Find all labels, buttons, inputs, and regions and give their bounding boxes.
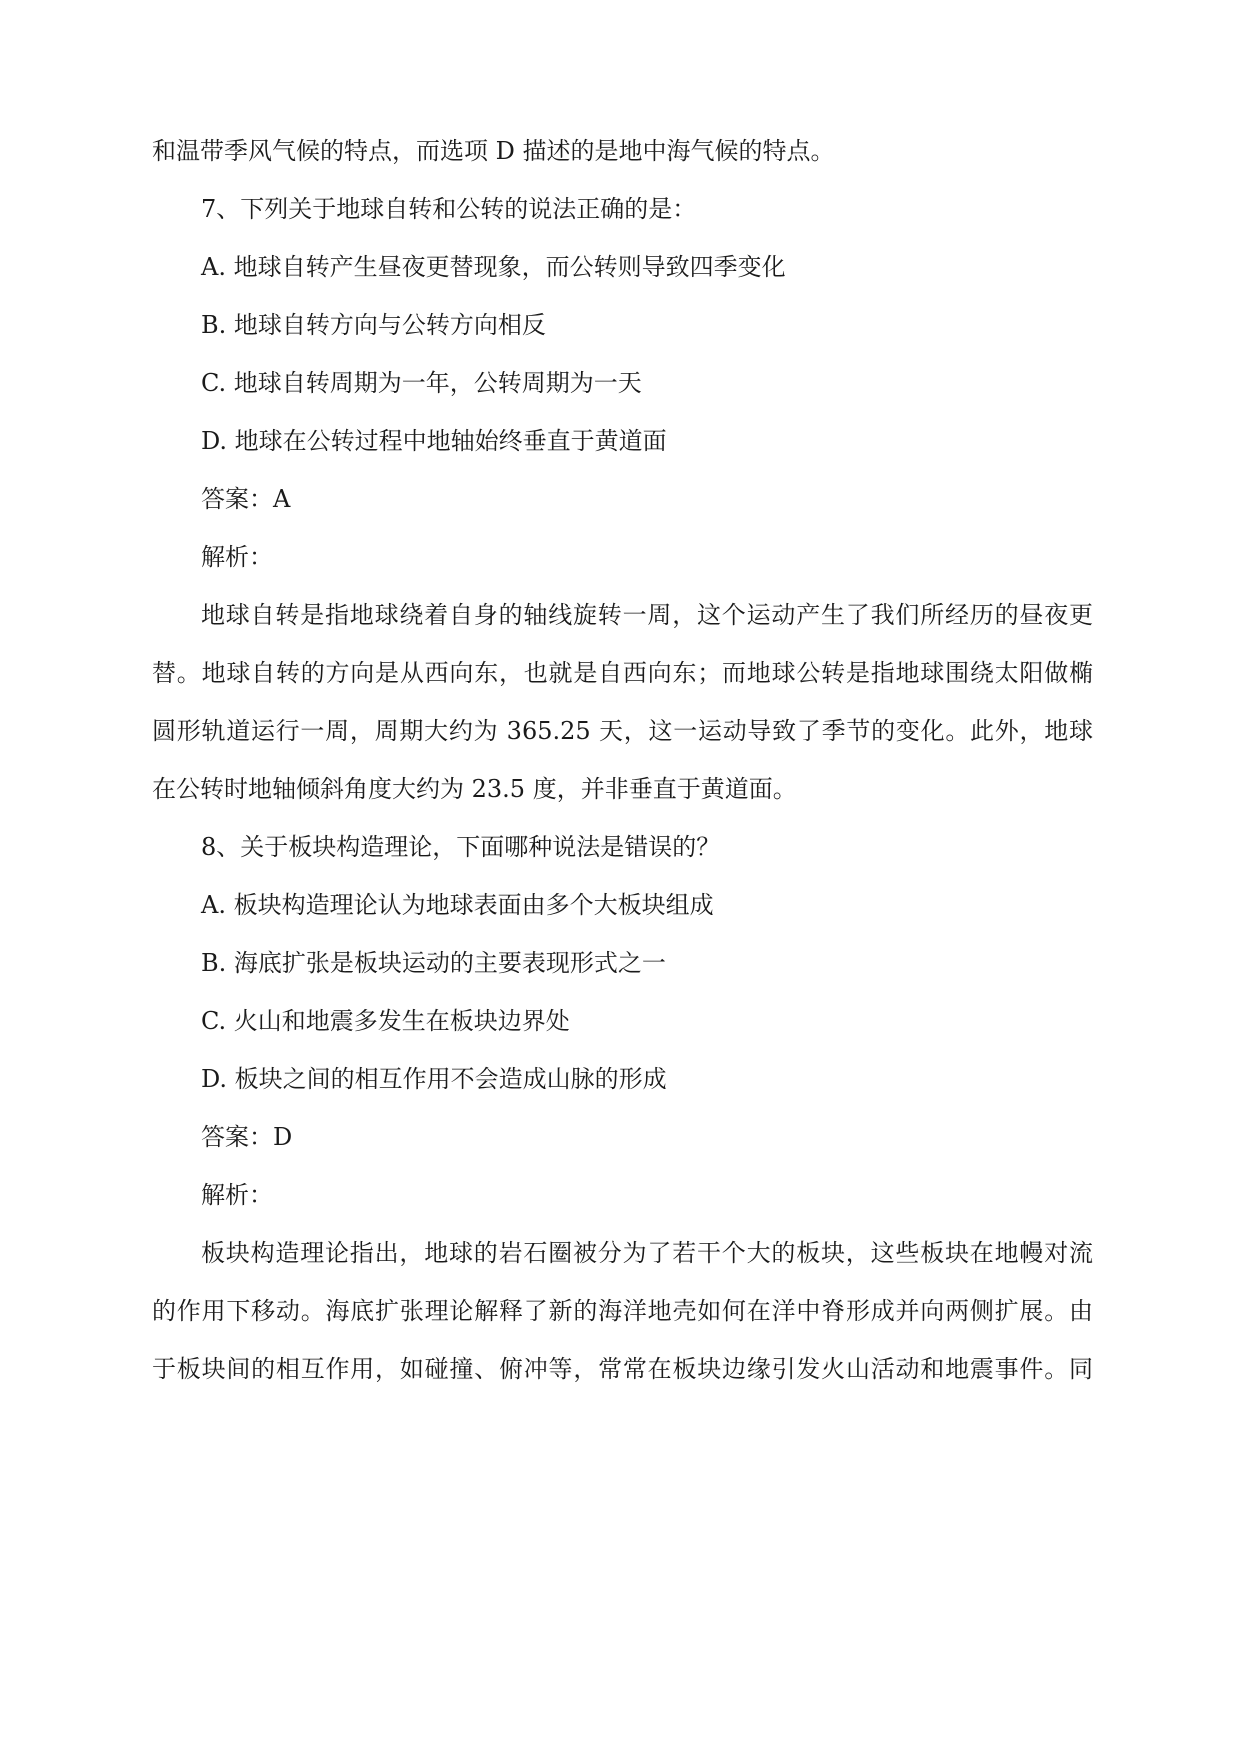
question-7-analysis-line: 在公转时地轴倾斜角度大约为 23.5 度，并非垂直于黄道面。 bbox=[152, 775, 797, 803]
question-8-option-a: A. 板块构造理论认为地球表面由多个大板块组成 bbox=[201, 891, 714, 919]
question-7-answer: 答案：A bbox=[201, 485, 291, 513]
question-7-option-d: D. 地球在公转过程中地轴始终垂直于黄道面 bbox=[201, 427, 667, 455]
question-8-analysis-label: 解析： bbox=[201, 1181, 273, 1209]
text-line: 和温带季风气候的特点，而选项 D 描述的是地中海气候的特点。 bbox=[152, 137, 835, 165]
question-8-option-d: D. 板块之间的相互作用不会造成山脉的形成 bbox=[201, 1065, 667, 1093]
question-7-analysis-line: 地球自转是指地球绕着自身的轴线旋转一周，这个运动产生了我们所经历的昼夜更 bbox=[201, 601, 1093, 629]
question-7-option-b: B. 地球自转方向与公转方向相反 bbox=[201, 311, 546, 339]
question-8-answer: 答案：D bbox=[201, 1123, 293, 1151]
question-8-option-c: C. 火山和地震多发生在板块边界处 bbox=[201, 1007, 570, 1035]
question-7-stem: 7、下列关于地球自转和公转的说法正确的是： bbox=[201, 195, 697, 223]
question-8-analysis-line: 的作用下移动。海底扩张理论解释了新的海洋地壳如何在洋中脊形成并向两侧扩展。由 bbox=[152, 1297, 1093, 1325]
question-7-analysis-label: 解析： bbox=[201, 543, 273, 571]
question-7-option-c: C. 地球自转周期为一年，公转周期为一天 bbox=[201, 369, 642, 397]
question-8-analysis-line: 板块构造理论指出，地球的岩石圈被分为了若干个大的板块，这些板块在地幔对流 bbox=[201, 1239, 1093, 1267]
question-7-analysis-line: 替。地球自转的方向是从西向东，也就是自西向东；而地球公转是指地球围绕太阳做椭 bbox=[152, 659, 1093, 687]
question-8-stem: 8、关于板块构造理论，下面哪种说法是错误的？ bbox=[201, 833, 721, 861]
question-7-analysis-line: 圆形轨道运行一周，周期大约为 365.25 天，这一运动导致了季节的变化。此外，地球 bbox=[152, 717, 1093, 745]
question-7-option-a: A. 地球自转产生昼夜更替现象，而公转则导致四季变化 bbox=[201, 253, 786, 281]
question-8-option-b: B. 海底扩张是板块运动的主要表现形式之一 bbox=[201, 949, 666, 977]
question-8-analysis-line: 于板块间的相互作用，如碰撞、俯冲等，常常在板块边缘引发火山活动和地震事件。同 bbox=[152, 1355, 1093, 1383]
